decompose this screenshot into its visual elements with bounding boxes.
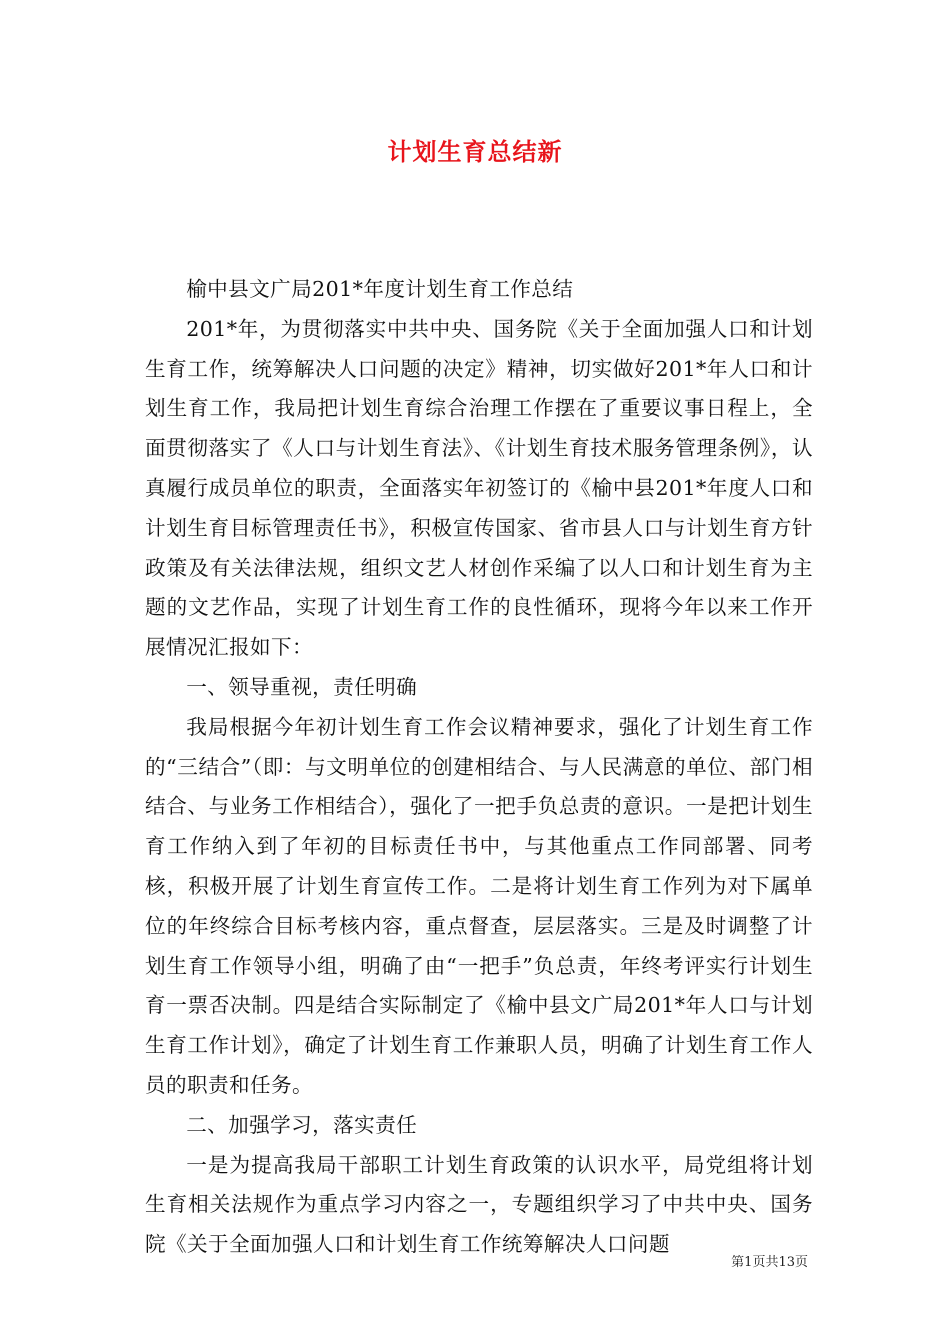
section-heading-2: 二、加强学习，落实责任 — [186, 1112, 418, 1137]
section-1-paragraph: 我局根据今年初计划生育工作会议精神要求，强化了计划生育工作的“三结合”（即：与文明单位的创建相结合、与人民满意的单位、部门相结合、与业务工作相结合），强化了一把手负总责的意识。一是把计划生育工作纳入到了年初的目标责任书中，与其他重点工作同部署、同考核，积极开展了计划生育宣传工作。二是将计划生育工作列为对下属单位的年终综合目标考核内容，重点督查，层层落实。三是及时调整了计划生育工作领导小组，明确了由“一把手”负总责，年终考评实行计划生育一票否决制。四是结合实际制定了《榆中县文广局201*年人口与计划生育工作计划》，确定了计划生育工作兼职人员，明确了计划生育工作人员的职责和任务。 — [145, 714, 813, 1097]
intro-paragraph: 201*年，为贯彻落实中共中央、国务院《关于全面加强人口和计划生育工作，统筹解决人口问题的决定》精神，切实做好201*年人口和计划生育工作，我局把计划生育综合治理工作摆在了重要议事日程上，全面贯彻落实了《人口与计划生育法》、《计划生育技术服务管理条例》，认真履行成员单位的职责，全面落实年初签订的《榆中县201*年度人口和计划生育目标管理责任书》，积极宣传国家、省市县人口与计划生育方针政策及有关法律法规，组织文艺人材创作采编了以人口和计划生育为主题的文艺作品，实现了计划生育工作的良性循环，现将今年以来工作开展情况汇报如下： — [145, 316, 813, 660]
page-number: 第1页共13页 — [731, 1255, 808, 1270]
section-heading-1: 一、领导重视，责任明确 — [186, 674, 418, 699]
document-body — [145, 270, 813, 1265]
document-title: 计划生育总结新 — [387, 137, 563, 166]
subtitle-paragraph: 榆中县文广局201*年度计划生育工作总结 — [186, 277, 574, 301]
section-2-paragraph: 一是为提高我局干部职工计划生育政策的认识水平，局党组将计划生育相关法规作为重点学习内容之一，专题组织学习了中共中央、国务院《关于全面加强人口和计划生育工作统筹解决人口问题 — [145, 1152, 813, 1257]
